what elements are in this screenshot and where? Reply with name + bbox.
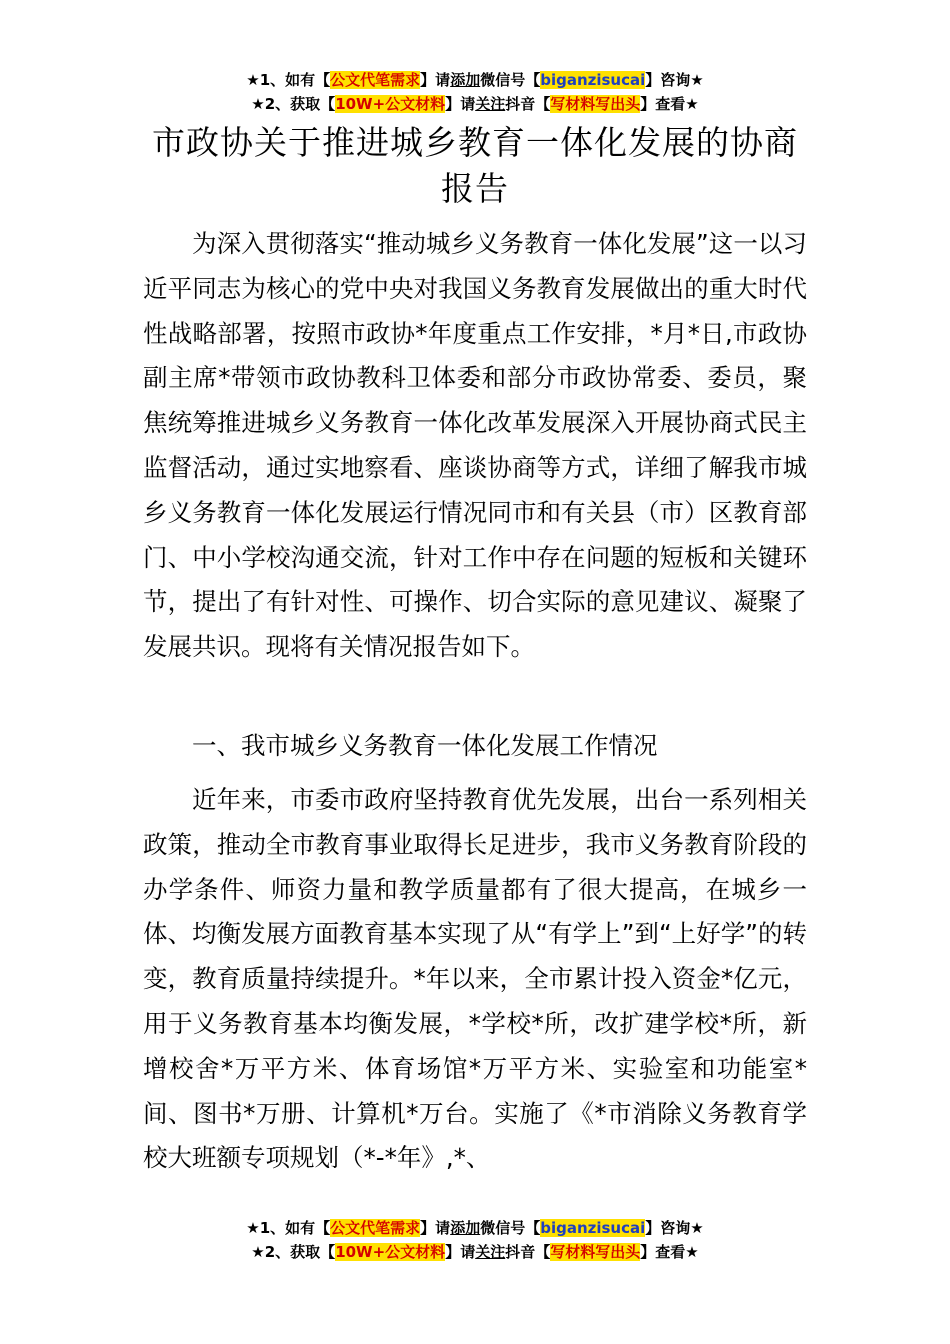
promo-banner-bottom: [0, 1216, 950, 1264]
section-heading-1: 一、我市城乡义务教育一体化发展工作情况: [192, 731, 658, 760]
body-paragraph-2: [143, 778, 807, 1181]
promo-line-2: [0, 1240, 950, 1264]
promo-text: 微信号【: [480, 71, 541, 89]
paragraph-text: 为深入贯彻落实“推动城乡义务教育一体化发展”这一以习近平同志为核心的党中央对我国义务教育发展做出的重大时代性战略部署，按照市政协*年度重点工作安排，*月*日,市政协副主席*带领市政协教科卫体委和部分市政协常委、委员，聚焦统筹推进城乡义务教育一体化改革发展深入开展协商式民主监督活动，通过实地察看、座谈协商等方式，详细了解我市城乡义务教育一体化发展运行情况同市和有关县（市）区教育部门、中小学校沟通交流，针对工作中存在问题的短板和关键环节，提出了有针对性、可操作、切合实际的意见建议、凝聚了发展共识。现将有关情况报告如下。: [143, 229, 807, 662]
promo-highlight: 10W+公文材料: [335, 95, 446, 113]
promo-text: 】请: [445, 1243, 476, 1261]
promo-text: 微信号【: [480, 1219, 541, 1237]
promo-text: ★1、如有【: [246, 1219, 331, 1237]
promo-text: 】请: [420, 1219, 451, 1237]
promo-wechat-id: biganzisucai: [540, 71, 646, 89]
promo-banner-top: [0, 68, 950, 116]
promo-text: 】请: [445, 95, 476, 113]
promo-wechat-id: biganzisucai: [540, 1219, 646, 1237]
promo-douyin-account: 写材料写出头: [550, 1243, 641, 1261]
promo-text: ★1、如有【: [246, 71, 331, 89]
promo-text: 】请: [420, 71, 451, 89]
document-title: 市政协关于推进城乡教育一体化发展的协商报告: [152, 123, 798, 208]
promo-line-2: [0, 92, 950, 116]
promo-text: ★2、获取【: [251, 95, 336, 113]
promo-text: 】咨询★: [645, 71, 704, 89]
promo-text: 】查看★: [640, 95, 699, 113]
promo-text: 】查看★: [640, 1243, 699, 1261]
promo-text: ★2、获取【: [251, 1243, 336, 1261]
promo-text: 抖音【: [505, 95, 551, 113]
promo-text: 】咨询★: [645, 1219, 704, 1237]
promo-underlined-text: 添加: [450, 1219, 481, 1237]
promo-underlined-text: 关注: [475, 1243, 506, 1261]
promo-highlight: 公文代笔需求: [330, 1219, 421, 1237]
promo-highlight: 公文代笔需求: [330, 71, 421, 89]
promo-underlined-text: 添加: [450, 71, 481, 89]
paragraph-text: 近年来，市委市政府坚持教育优先发展，出台一系列相关政策，推动全市教育事业取得长足进步，我市义务教育阶段的办学条件、师资力量和教学质量都有了很大提高，在城乡一体、均衡发展方面教育基本实现了从“有学上”到“上好学”的转变，教育质量持续提升。*年以来，全市累计投入资金*亿元，用于义务教育基本均衡发展，*学校*所，改扩建学校*所，新增校舍*万平方米、体育场馆*万平方米、实验室和功能室*间、图书*万册、计算机*万台。实施了《*市消除义务教育学校大班额专项规划（*-*年》,*、: [143, 785, 807, 1173]
promo-underlined-text: 关注: [475, 95, 506, 113]
promo-line-1: [0, 68, 950, 92]
body-paragraph-1: [143, 222, 807, 670]
promo-douyin-account: 写材料写出头: [550, 95, 641, 113]
promo-line-1: [0, 1216, 950, 1240]
promo-text: 抖音【: [505, 1243, 551, 1261]
promo-highlight: 10W+公文材料: [335, 1243, 446, 1261]
